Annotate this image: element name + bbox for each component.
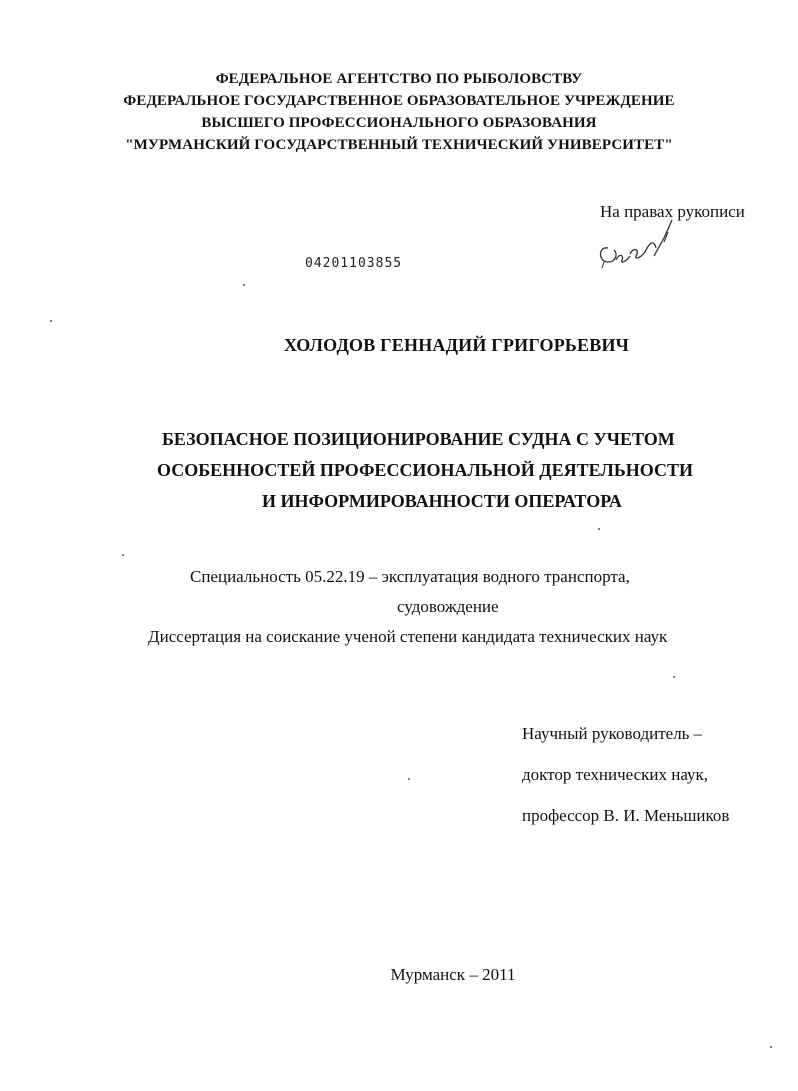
author-name: ХОЛОДОВ ГЕННАДИЙ ГРИГОРЬЕВИЧ — [283, 335, 630, 355]
library-catalog-number: 04201103855 — [305, 256, 403, 271]
manuscript-rights-note: На правах рукописи — [600, 202, 745, 221]
scan-speck — [408, 778, 410, 780]
header-line-agency: ФЕДЕРАЛЬНОЕ АГЕНТСТВО ПО РЫБОЛОВСТВУ — [215, 71, 583, 87]
scan-speck — [122, 554, 124, 556]
specialty-line-1: Специальность 05.22.19 – эксплуатация водного транспорта, — [190, 567, 630, 586]
advisor-role: Научный руководитель – — [522, 724, 703, 743]
specialty-line-2: судовождение — [397, 597, 499, 616]
specialty-block — [0, 562, 798, 652]
scan-speck — [598, 528, 600, 530]
header-line-university: "МУРМАНСКИЙ ГОСУДАРСТВЕННЫЙ ТЕХНИЧЕСКИЙ УНИВЕРСИТЕТ" — [125, 137, 673, 153]
header-line-institution: ФЕДЕРАЛЬНОЕ ГОСУДАРСТВЕННОЕ ОБРАЗОВАТЕЛЬНОЕ УЧРЕЖДЕНИЕ — [123, 93, 675, 109]
header-line-education: ВЫСШЕГО ПРОФЕССИОНАЛЬНОГО ОБРАЗОВАНИЯ — [201, 115, 597, 131]
title-line-2: ОСОБЕННОСТЕЙ ПРОФЕССИОНАЛЬНОЙ ДЕЯТЕЛЬНОСТИ — [157, 460, 693, 480]
scan-speck — [770, 1046, 772, 1048]
title-line-1: БЕЗОПАСНОЕ ПОЗИЦИОНИРОВАНИЕ СУДНА С УЧЕТОМ — [162, 429, 675, 449]
scan-speck — [673, 676, 675, 678]
title-line-3: И ИНФОРМИРОВАННОСТИ ОПЕРАТОРА — [262, 491, 622, 511]
dissertation-title — [0, 424, 798, 517]
scan-speck — [50, 320, 52, 322]
city-year: Мурманск – 2011 — [390, 965, 516, 984]
advisor-name: профессор В. И. Меньшиков — [522, 806, 730, 825]
handwritten-signature — [594, 212, 684, 272]
institution-header — [0, 68, 798, 156]
scan-speck — [243, 284, 245, 286]
advisor-degree: доктор технических наук, — [522, 765, 709, 784]
degree-line: Диссертация на соискание ученой степени кандидата технических наук — [148, 627, 668, 646]
scientific-advisor-block — [522, 713, 729, 836]
